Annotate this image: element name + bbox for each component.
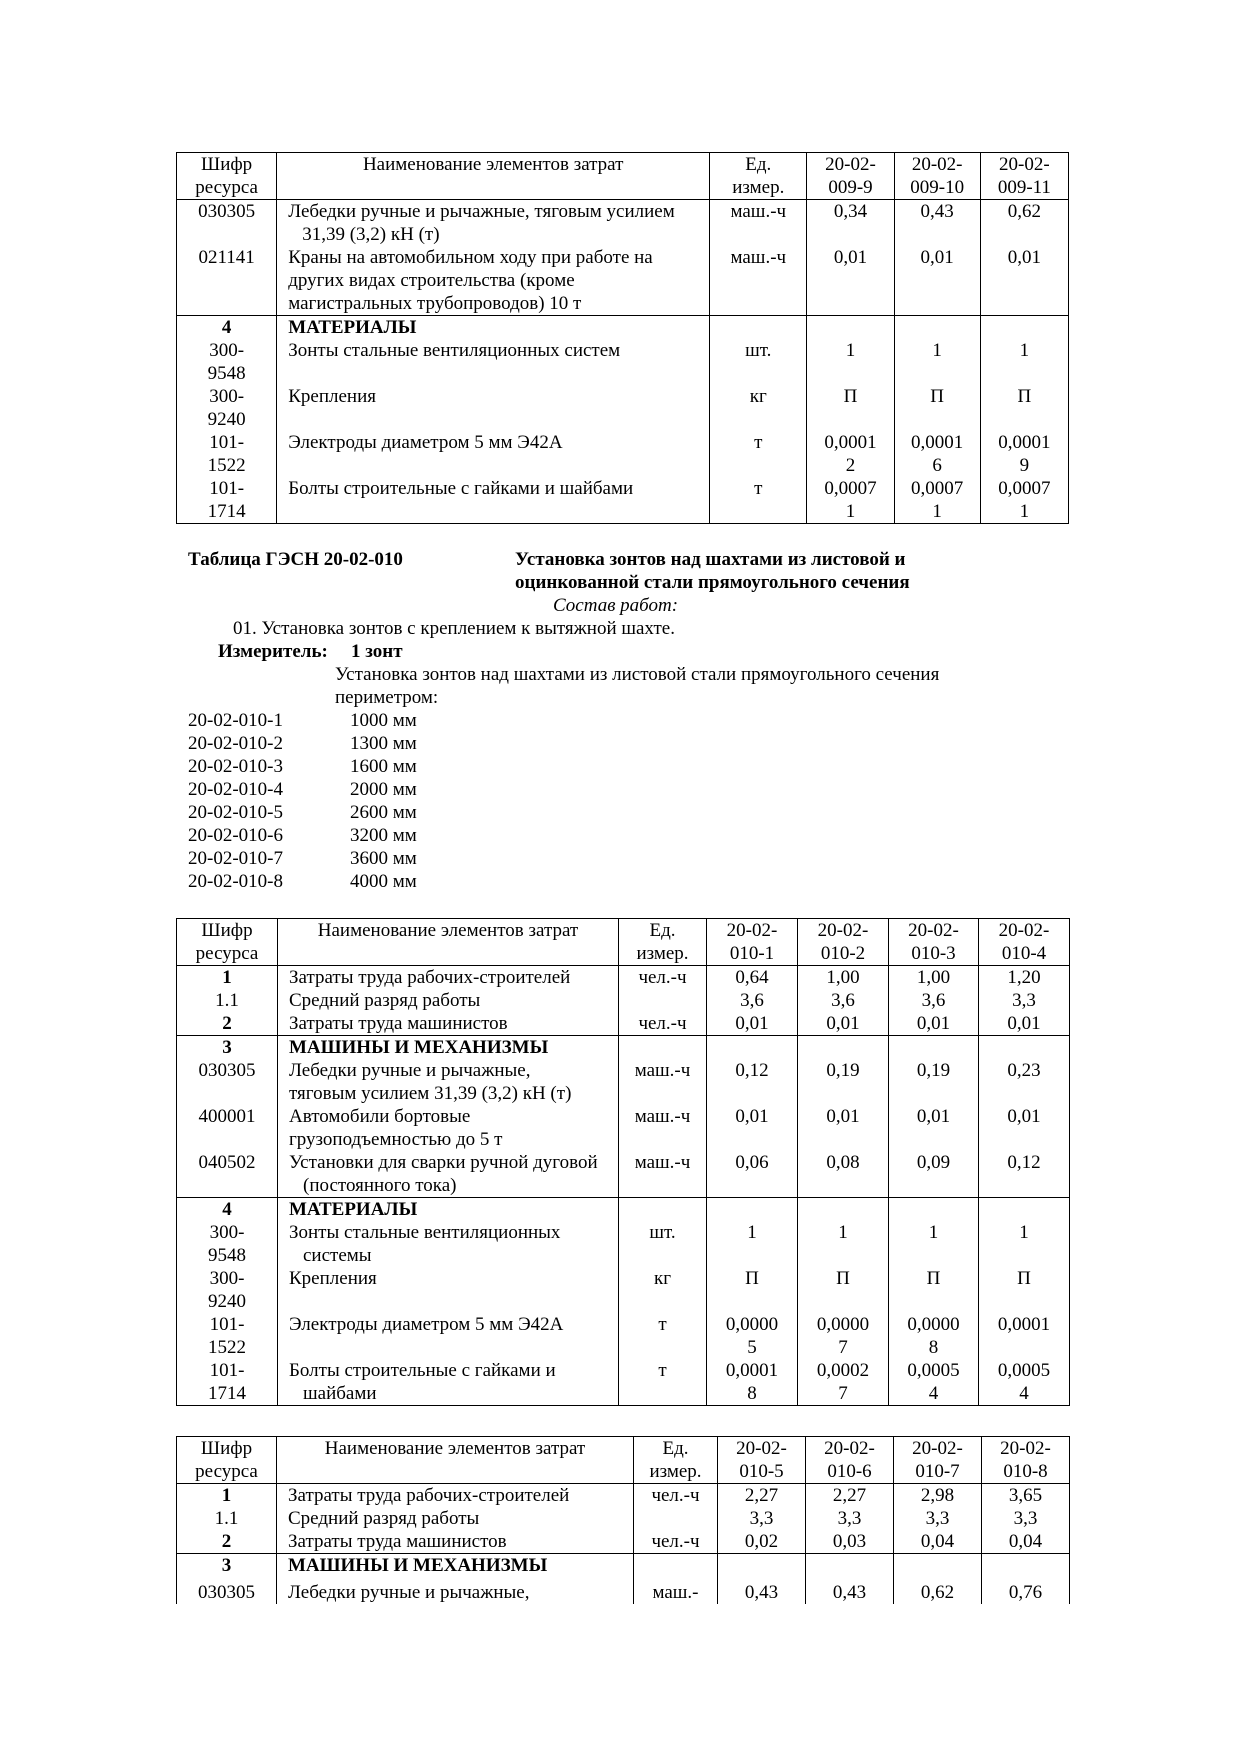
- table-row: [177, 989, 1070, 1012]
- cell-unit: шт.: [710, 339, 807, 385]
- header-col: 20-02- 010-3: [889, 919, 979, 966]
- cell-name: Средний разряд работы: [277, 1507, 634, 1530]
- cell-name: Крепления: [277, 385, 710, 431]
- table-row: [177, 200, 1069, 247]
- cell-name: [277, 200, 710, 247]
- cell-value: 0,62: [980, 200, 1068, 247]
- cell-unit: маш.-ч: [619, 1151, 707, 1198]
- cell-code: 4: [177, 1198, 278, 1222]
- cell-value: 0,76: [982, 1577, 1070, 1604]
- cell-value: 0,62: [894, 1577, 982, 1604]
- cell-code: 2: [177, 1530, 277, 1554]
- cell-value: 0,01: [889, 1105, 979, 1151]
- cell-value: 3,65: [982, 1484, 1070, 1508]
- cell-value: 0,01: [807, 246, 894, 316]
- cell-value: 0,01: [798, 1105, 889, 1151]
- header-col: 20-02- 010-7: [894, 1437, 982, 1484]
- cell-name: Затраты труда машинистов: [277, 1530, 634, 1554]
- table-label: Таблица ГЭСН 20-02-010: [188, 549, 403, 570]
- table-row: [177, 1530, 1070, 1554]
- cell-value: 3,3: [806, 1507, 894, 1530]
- cell-name: Затраты труда рабочих-строителей: [278, 966, 619, 990]
- cell-value: 0,01: [707, 1105, 798, 1151]
- cell-value: 0,0000 8: [889, 1313, 979, 1359]
- section-title-line-1: Установка зонтов над шахтами из листовой и: [515, 549, 906, 570]
- cell-value: 2,98: [894, 1484, 982, 1508]
- cell-code: 300- 9240: [177, 385, 277, 431]
- header-code: Шифр ресурса: [177, 919, 278, 966]
- table-row: [177, 431, 1069, 477]
- cell-unit: маш.-ч: [710, 200, 807, 247]
- cell-value: П: [894, 385, 980, 431]
- header-code: Шифр ресурса: [177, 153, 277, 200]
- cell-value: 0,12: [979, 1151, 1070, 1198]
- header-name: Наименование элементов затрат: [277, 153, 710, 200]
- cell-value: 0,0007 1: [980, 477, 1068, 524]
- cell-value: 1: [889, 1221, 979, 1267]
- cell-value: 1: [980, 339, 1068, 385]
- cell-value: 0,19: [798, 1059, 889, 1105]
- code-list-value: 1000 мм: [350, 710, 417, 731]
- cell-unit: маш.-ч: [619, 1105, 707, 1151]
- cell-value: 3,6: [798, 989, 889, 1012]
- table-row: [177, 339, 1069, 385]
- table-row: [177, 1151, 1070, 1198]
- cell-name: Электроды диаметром 5 мм Э42А: [277, 431, 710, 477]
- cell-code: 300- 9548: [177, 1221, 278, 1267]
- cell-value: 0,0001: [979, 1313, 1070, 1359]
- cell-value: 0,01: [980, 246, 1068, 316]
- cell-code: 101- 1522: [177, 431, 277, 477]
- cell-value: П: [807, 385, 894, 431]
- cell-value: 0,06: [707, 1151, 798, 1198]
- cell-unit: маш.-: [634, 1577, 718, 1604]
- code-list-item: 20-02-010-6: [188, 825, 283, 846]
- cell-code: 300- 9240: [177, 1267, 278, 1313]
- cell-code: 030305: [177, 200, 277, 247]
- code-list-item: 20-02-010-2: [188, 733, 283, 754]
- header-col: 20-02- 010-6: [806, 1437, 894, 1484]
- cell-code: 3: [177, 1554, 277, 1578]
- header-col: 20-02- 009-10: [894, 153, 980, 200]
- description-line-1: Установка зонтов над шахтами из листовой стали прямоугольного сечения: [335, 664, 940, 685]
- cell-name: Болты строительные с гайками и шайбами: [277, 477, 710, 524]
- cell-code: 1: [177, 1484, 277, 1508]
- header-unit: Ед. измер.: [634, 1437, 718, 1484]
- header-unit: Ед. измер.: [710, 153, 807, 200]
- cell-unit: чел.-ч: [619, 966, 707, 990]
- cell-value: 1: [979, 1221, 1070, 1267]
- description-line-2: периметром:: [335, 687, 439, 708]
- cell-name: Краны на автомобильном ходу при работе на других видах строительства (кроме магистральных трубопроводов) 10 т: [277, 246, 710, 316]
- cell-value: 0,19: [889, 1059, 979, 1105]
- cell-value: 0,01: [979, 1012, 1070, 1036]
- cell-unit: т: [619, 1359, 707, 1406]
- table-row: [177, 1012, 1070, 1036]
- cell-code: 1.1: [177, 1507, 277, 1530]
- cell-name: Крепления: [278, 1267, 619, 1313]
- table-row: [177, 1484, 1070, 1508]
- table-header-row: [177, 153, 1069, 200]
- cell-value: 0,01: [798, 1012, 889, 1036]
- cell-value: 0,0001 2: [807, 431, 894, 477]
- code-list-item: 20-02-010-4: [188, 779, 283, 800]
- header-col: 20-02- 009-9: [807, 153, 894, 200]
- cell-code: 021141: [177, 246, 277, 316]
- code-list-value: 3200 мм: [350, 825, 417, 846]
- cell-value: 0,03: [806, 1530, 894, 1554]
- cell-value: 0,08: [798, 1151, 889, 1198]
- cell-code: 101- 1714: [177, 477, 277, 524]
- table-row: [177, 1507, 1070, 1530]
- code-list-item: 20-02-010-7: [188, 848, 283, 869]
- cell-value: 0,0007 1: [894, 477, 980, 524]
- header-col: 20-02- 010-2: [798, 919, 889, 966]
- code-list-item: 20-02-010-8: [188, 871, 283, 892]
- cell-value: 0,0000 7: [798, 1313, 889, 1359]
- cell-value: 0,04: [982, 1530, 1070, 1554]
- cell-unit: маш.-ч: [619, 1059, 707, 1105]
- cell-name: [278, 1359, 619, 1406]
- table-section-row: [177, 1554, 1070, 1578]
- section-title: МАТЕРИАЛЫ: [278, 1198, 619, 1222]
- cell-name-text: Болты строительные с гайками и шайбами: [289, 1360, 556, 1404]
- work-item: 01. Установка зонтов с креплением к вытяжной шахте.: [233, 618, 675, 639]
- cell-name: Автомобили бортовые грузоподъемностью до 5 т: [278, 1105, 619, 1151]
- cell-value: 0,01: [979, 1105, 1070, 1151]
- header-col: 20-02- 009-11: [980, 153, 1068, 200]
- work-heading: Состав работ:: [553, 595, 679, 616]
- cell-value: 0,0005 4: [889, 1359, 979, 1406]
- cell-value: 0,0002 7: [798, 1359, 889, 1406]
- code-list-value: 3600 мм: [350, 848, 417, 869]
- code-list-item: 20-02-010-3: [188, 756, 283, 777]
- cell-name-text: Лебедки ручные и рычажные, тяговым усилием 31,39 (3,2) кН (т): [288, 201, 675, 245]
- cell-name: [278, 1151, 619, 1198]
- code-list-item: 20-02-010-1: [188, 710, 283, 731]
- cell-value: 1,20: [979, 966, 1070, 990]
- table-row: [177, 1267, 1070, 1313]
- cell-unit: [619, 989, 707, 1012]
- cell-value: 0,02: [718, 1530, 806, 1554]
- table-row: [177, 966, 1070, 990]
- cell-unit: кг: [619, 1267, 707, 1313]
- cell-name: Электроды диаметром 5 мм Э42А: [278, 1313, 619, 1359]
- section-title: МАТЕРИАЛЫ: [277, 316, 710, 340]
- cell-unit: чел.-ч: [619, 1012, 707, 1036]
- table-header-row: [177, 919, 1070, 966]
- cell-name: Зонты стальные вентиляционных систем: [277, 339, 710, 385]
- cell-unit: маш.-ч: [710, 246, 807, 316]
- cell-value: 0,0007 1: [807, 477, 894, 524]
- cell-value: 0,0001 6: [894, 431, 980, 477]
- cell-unit: т: [710, 431, 807, 477]
- cell-value: 0,0000 5: [707, 1313, 798, 1359]
- header-code: Шифр ресурса: [177, 1437, 277, 1484]
- cell-value: 0,09: [889, 1151, 979, 1198]
- section-title: МАШИНЫ И МЕХАНИЗМЫ: [277, 1554, 634, 1578]
- cell-value: П: [707, 1267, 798, 1313]
- table-section-row: [177, 1036, 1070, 1060]
- table-2: [176, 918, 1070, 1406]
- header-col: 20-02- 010-4: [979, 919, 1070, 966]
- cell-value: 3,3: [982, 1507, 1070, 1530]
- cell-value: 0,23: [979, 1059, 1070, 1105]
- cell-value: 1: [798, 1221, 889, 1267]
- cell-value: 2,27: [806, 1484, 894, 1508]
- measure-label: Измеритель:: [218, 641, 328, 662]
- cell-value: 3,6: [889, 989, 979, 1012]
- cell-value: 1,00: [889, 966, 979, 990]
- table-row: [177, 477, 1069, 524]
- section-title: МАШИНЫ И МЕХАНИЗМЫ: [278, 1036, 619, 1060]
- table-row: [177, 1313, 1070, 1359]
- table-header-row: [177, 1437, 1070, 1484]
- cell-value: 3,3: [718, 1507, 806, 1530]
- cell-unit: кг: [710, 385, 807, 431]
- cell-value: 0,34: [807, 200, 894, 247]
- cell-code: 3: [177, 1036, 278, 1060]
- cell-value: 1,00: [798, 966, 889, 990]
- cell-name: Средний разряд работы: [278, 989, 619, 1012]
- cell-code: 101- 1714: [177, 1359, 278, 1406]
- table-row: [177, 246, 1069, 316]
- table-row: [177, 1577, 1070, 1604]
- table-row: [177, 1221, 1070, 1267]
- table-1: [176, 152, 1069, 524]
- header-col: 20-02- 010-5: [718, 1437, 806, 1484]
- header-unit: Ед. измер.: [619, 919, 707, 966]
- cell-value: 0,0001 8: [707, 1359, 798, 1406]
- header-name: Наименование элементов затрат: [278, 919, 619, 966]
- cell-value: 0,01: [889, 1012, 979, 1036]
- cell-value: 0,01: [894, 246, 980, 316]
- cell-value: 1: [707, 1221, 798, 1267]
- cell-value: 0,01: [707, 1012, 798, 1036]
- cell-value: 0,64: [707, 966, 798, 990]
- cell-value: 0,43: [806, 1577, 894, 1604]
- cell-unit: [634, 1507, 718, 1530]
- measure-value: 1 зонт: [351, 641, 403, 662]
- cell-code: 040502: [177, 1151, 278, 1198]
- cell-name: [278, 1221, 619, 1267]
- cell-value: П: [980, 385, 1068, 431]
- code-list-value: 2600 мм: [350, 802, 417, 823]
- cell-value: 3,3: [894, 1507, 982, 1530]
- cell-value: 0,04: [894, 1530, 982, 1554]
- table-row: [177, 1359, 1070, 1406]
- cell-code: 1: [177, 966, 278, 990]
- cell-code: 400001: [177, 1105, 278, 1151]
- cell-unit: чел.-ч: [634, 1484, 718, 1508]
- header-col: 20-02- 010-1: [707, 919, 798, 966]
- section-title-line-2: оцинкованной стали прямоугольного сечения: [515, 572, 910, 593]
- cell-unit: чел.-ч: [634, 1530, 718, 1554]
- cell-value: 1: [807, 339, 894, 385]
- cell-value: 0,0001 9: [980, 431, 1068, 477]
- code-list-value: 1300 мм: [350, 733, 417, 754]
- cell-value: 3,3: [979, 989, 1070, 1012]
- cell-unit: т: [710, 477, 807, 524]
- cell-value: 0,43: [894, 200, 980, 247]
- cell-unit: шт.: [619, 1221, 707, 1267]
- cell-code: 4: [177, 316, 277, 340]
- cell-name: Затраты труда машинистов: [278, 1012, 619, 1036]
- table-row: [177, 1059, 1070, 1105]
- cell-value: 0,43: [718, 1577, 806, 1604]
- cell-name: Затраты труда рабочих-строителей: [277, 1484, 634, 1508]
- table-row: [177, 385, 1069, 431]
- cell-value: 1: [894, 339, 980, 385]
- table-section-row: [177, 316, 1069, 340]
- cell-code: 300- 9548: [177, 339, 277, 385]
- header-col: 20-02- 010-8: [982, 1437, 1070, 1484]
- table-section-row: [177, 1198, 1070, 1222]
- cell-name-text: Установки для сварки ручной дуговой (постоянного тока): [289, 1152, 598, 1196]
- cell-value: 3,6: [707, 989, 798, 1012]
- cell-value: 0,12: [707, 1059, 798, 1105]
- table-3: [176, 1436, 1070, 1604]
- cell-value: П: [979, 1267, 1070, 1313]
- cell-code: 101- 1522: [177, 1313, 278, 1359]
- cell-name-text: Зонты стальные вентиляционных системы: [289, 1222, 561, 1266]
- cell-code: 030305: [177, 1577, 277, 1604]
- header-name: Наименование элементов затрат: [277, 1437, 634, 1484]
- cell-value: 0,0005 4: [979, 1359, 1070, 1406]
- cell-value: П: [798, 1267, 889, 1313]
- code-list-value: 1600 мм: [350, 756, 417, 777]
- cell-name: Лебедки ручные и рычажные,: [277, 1577, 634, 1604]
- cell-code: 1.1: [177, 989, 278, 1012]
- code-list-value: 4000 мм: [350, 871, 417, 892]
- cell-code: 2: [177, 1012, 278, 1036]
- code-list-value: 2000 мм: [350, 779, 417, 800]
- cell-value: 2,27: [718, 1484, 806, 1508]
- cell-unit: т: [619, 1313, 707, 1359]
- cell-value: П: [889, 1267, 979, 1313]
- cell-name: Лебедки ручные и рычажные, тяговым усилием 31,39 (3,2) кН (т): [278, 1059, 619, 1105]
- table-row: [177, 1105, 1070, 1151]
- code-list-item: 20-02-010-5: [188, 802, 283, 823]
- cell-code: 030305: [177, 1059, 278, 1105]
